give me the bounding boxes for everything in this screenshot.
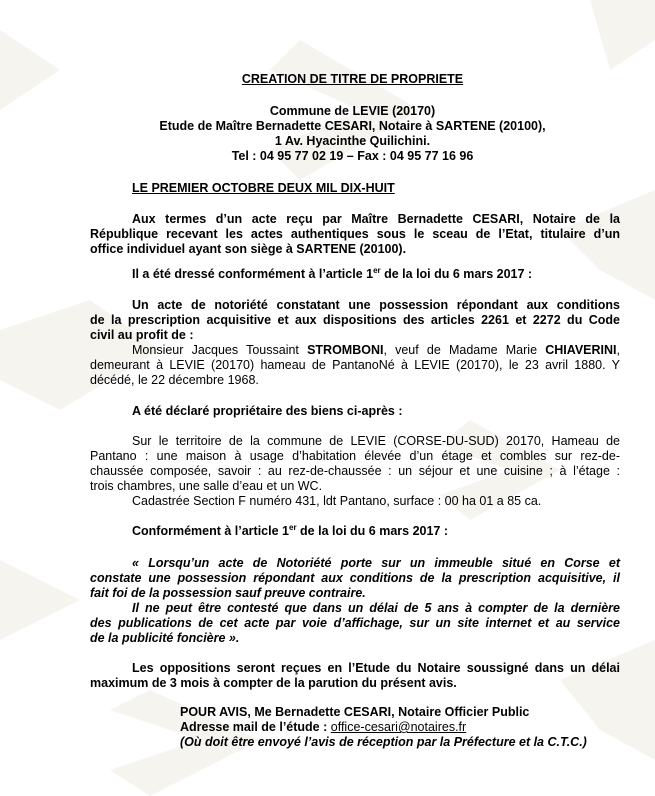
paragraph-2-line: civil au profit de : [90,328,194,342]
declared-heading: A été déclaré propriétaire des biens ci-après : [132,404,403,418]
beneficiary-line: Monsieur Jacques Toussaint STROMBONI, veuf de Madame Marie CHIAVERINI, [132,343,620,357]
notice-title: CREATION DE TITRE DE PROPRIETE [241,72,464,86]
header-phone: Tel : 04 95 77 02 19 – Fax : 04 95 77 16 96 [231,149,474,163]
email-link[interactable]: office-cesari@notaires.fr [330,720,467,734]
header-address: 1 Av. Hyacinthe Quilichini. [274,134,431,148]
oppositions-line: maximum de 3 mois à compter de la parution du présent avis. [90,676,457,690]
property-line: Pantano : une maison à usage d’habitation élevée d’un étage et combles sur rez-de- [90,449,620,463]
pour-avis-line: POUR AVIS, Me Bernadette CESARI, Notaire Officier Public [180,705,530,719]
property-line: chaussée composée, savoir : au rez-de-chaussée : un séjour et une cuisine ; à l’étage : [90,464,620,478]
quote-line: des publications de cet acte par voie d’affichage, sur un site internet et au service [90,616,620,630]
header-commune: Commune de LEVIE (20170) [269,104,436,118]
reception-note: (Où doit être envoyé l’avis de réception par la Préfecture et la C.T.C.) [180,735,587,749]
quote-line: Il ne peut être contesté que dans un délai de 5 ans à compter de la dernière [132,601,620,615]
quote-line: constate une possession répondant aux conditions de la prescription acquisitive, il [90,571,620,585]
property-line: trois chambres, une salle d’eau et un WC. [90,479,323,493]
paragraph-1-line: office individuel ayant son siège à SARTENE (20100). [90,242,407,256]
quote-line: « Lorsqu’un acte de Notoriété porte sur un immeuble situé en Corse et [132,556,620,570]
header-etude: Etude de Maître Bernadette CESARI, Notaire à SARTENE (20100), [159,119,546,133]
paragraph-2-line: Un acte de notoriété constatant une possession répondant aux conditions [132,298,620,312]
date-line: LE PREMIER OCTOBRE DEUX MIL DIX-HUIT [132,181,395,195]
beneficiary-surname: STROMBONI [307,343,384,357]
quote-line: fait foi de la possession sauf preuve contraire. [90,586,366,600]
oppositions-line: Les oppositions seront reçues en l’Etude du Notaire soussigné dans un délai [132,661,620,675]
paragraph-1-line: Aux termes d’un acte reçu par Maître Bernadette CESARI, Notaire de la [132,212,620,226]
article-reference: Conformément à l’article 1er de la loi du 6 mars 2017 : [132,522,449,538]
email-line: Adresse mail de l’étude : office-cesari@notaires.fr [180,720,467,734]
property-line: Sur le territoire de la commune de LEVIE (CORSE-DU-SUD) 20170, Hameau de [132,434,620,448]
beneficiary-line: demeurant à LEVIE (20170) hameau de PantanoNé à LEVIE (20170), le 23 avril 1880. Y [90,358,620,372]
cadastre-line: Cadastrée Section F numéro 431, ldt Pantano, surface : 00 ha 01 a 85 ca. [132,494,542,508]
beneficiary-line: décédé, le 22 décembre 1968. [90,373,259,387]
paragraph-1-line: République recevant les actes authentiques sous le sceau de l’Etat, titulaire d’un [90,227,620,241]
paragraph-2-line: de la prescription acquisitive et aux dispositions des articles 2261 et 2272 du Code [90,313,620,327]
spouse-surname: CHIAVERINI [545,343,617,357]
article-reference: Il a été dressé conformément à l’article 1er de la loi du 6 mars 2017 : [132,265,533,281]
quote-line: de la publicité foncière ». [90,631,240,645]
